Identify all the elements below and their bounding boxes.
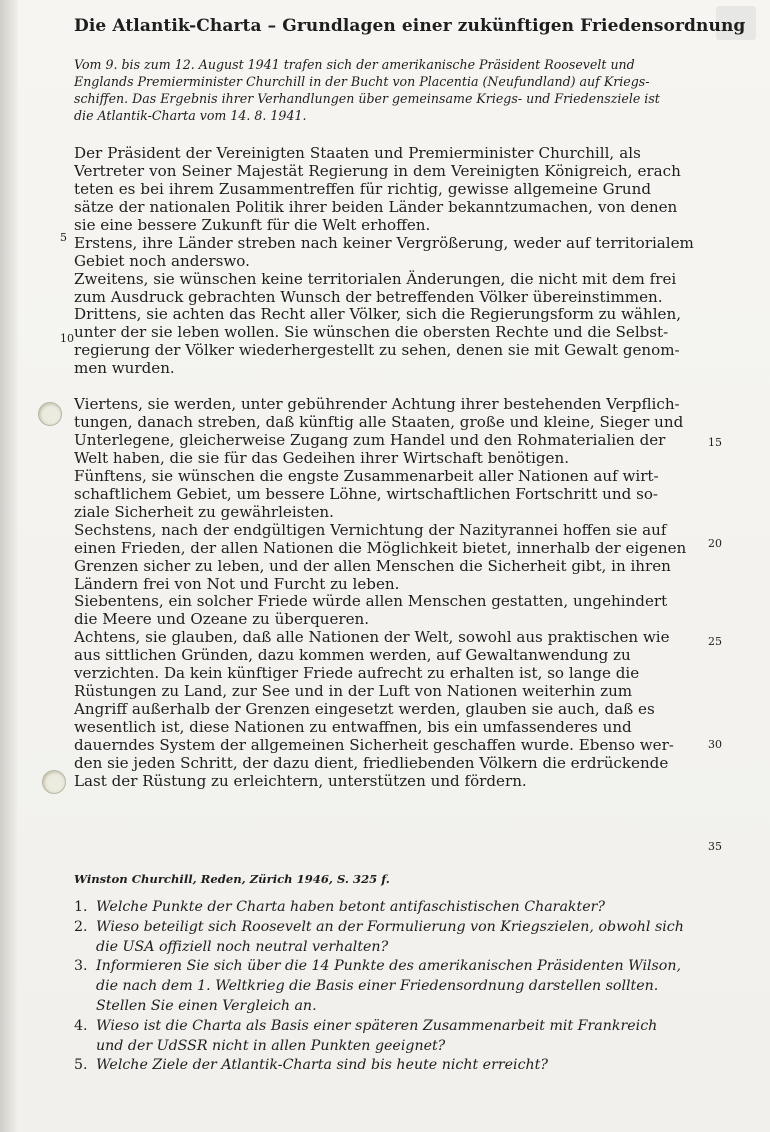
text-line: men wurden. <box>74 359 175 378</box>
text-line: Unterlegene, gleicherweise Zugang zum Handel und den Rohmaterialien der <box>74 431 666 449</box>
text-line: sätze der nationalen Politik ihrer beiden Länder bekanntzumachen, von denen <box>74 197 678 216</box>
text-line: Vertreter von Seiner Majestät Regierung in dem Vereinigten Königreich, erach <box>74 161 681 180</box>
question-text: die nach dem 1. Weltkrieg die Basis einer Friedensordnung darstellen sollten. <box>96 978 659 995</box>
text-line: einen Frieden, der allen Nationen die Möglichkeit bietet, innerhalb der eigenen <box>74 538 687 557</box>
text-line: tungen, danach streben, daß künftig alle Staaten, große und kleine, Sieger und <box>74 413 684 432</box>
text-line: Achtens, sie glauben, daß alle Nationen der Welt, sowohl aus praktischen wie <box>74 628 670 647</box>
text-line: Rüstungen zu Land, zur See und in der Luft von Nationen weiterhin zum <box>74 682 633 701</box>
text-line: Sechstens, nach der endgültigen Vernichtung der Nazityrannei hoffen sie auf <box>74 520 667 539</box>
intro-line: schiffen. Das Ergebnis ihrer Verhandlungen über gemeinsame Kriegs- und Friedensziele ist <box>74 91 660 106</box>
intro-paragraph <box>74 56 660 124</box>
question-number: 4. <box>74 1017 88 1034</box>
text-line: dauerndes System der allgemeinen Sicherheit geschaffen wurde. Ebenso wer- <box>74 735 674 754</box>
line-number-25: 25 <box>708 635 722 648</box>
question-item <box>74 898 684 918</box>
document-title: Die Atlantik-Charta – Grundlagen einer zukünftigen Friedensordnung <box>74 16 746 36</box>
text-line: schaftlichem Gebiet, um bessere Löhne, wirtschaftlichen Fortschritt und so- <box>74 484 659 503</box>
text-line: teten es bei ihrem Zusammentreffen für richtig, gewisse allgemeine Grund <box>74 179 652 198</box>
text-line: Angriff außerhalb der Grenzen eingesetzt werden, glauben sie auch, daß es <box>74 700 655 719</box>
line-number-15: 15 <box>708 436 722 449</box>
text-line: den sie jeden Schritt, der dazu dient, friedliebenden Völkern die erdrückende <box>74 753 669 772</box>
text-line <box>74 378 694 396</box>
text-line: Last der Rüstung zu erleichtern, unterstützen und fördern. <box>74 771 527 790</box>
question-text: Wieso beteiligt sich Roosevelt an der Formulierung von Kriegszielen, obwohl sich <box>96 918 684 935</box>
text-line: Gebiet noch anderswo. <box>74 251 250 270</box>
text-line: Viertens, sie werden, unter gebührender Achtung ihrer bestehenden Verpflich- <box>74 395 680 414</box>
intro-line: die Atlantik-Charta vom 14. 8. 1941. <box>74 108 307 123</box>
question-text: die USA offiziell noch neutral verhalten? <box>96 938 389 955</box>
punch-hole <box>42 770 66 794</box>
question-text: und der UdSSR nicht in allen Punkten geeignet? <box>96 1037 446 1054</box>
question-number: 1. <box>74 899 88 915</box>
text-line: Ländern frei von Not und Furcht zu leben. <box>74 574 400 593</box>
line-number-30: 30 <box>708 738 722 751</box>
page-shadow-edge <box>0 0 18 1132</box>
intro-line: Englands Premierminister Churchill in der Bucht von Placentia (Neufundland) auf Kriegs- <box>74 74 650 89</box>
text-line: Der Präsident der Vereinigten Staaten und Premierminister Churchill, als <box>74 144 641 162</box>
question-item <box>74 1017 684 1057</box>
text-line: zum Ausdruck gebrachten Wunsch der betreffenden Völker übereinstimmen. <box>74 287 663 306</box>
text-line: Zweitens, sie wünschen keine territorialen Änderungen, die nicht mit dem frei <box>74 269 677 288</box>
question-text: Welche Ziele der Atlantik-Charta sind bis heute nicht erreicht? <box>96 1057 548 1074</box>
question-number: 5. <box>74 1057 88 1074</box>
text-line: Drittens, sie achten das Recht aller Völker, sich die Regierungsform zu wählen, <box>74 305 681 324</box>
text-line: regierung der Völker wiederhergestellt zu sehen, denen sie mit Gewalt genom- <box>74 341 680 360</box>
question-item <box>74 918 684 958</box>
intro-line: Vom 9. bis zum 12. August 1941 trafen sich der amerikanische Präsident Roosevelt und <box>74 57 635 72</box>
text-line: Siebentens, ein solcher Friede würde allen Menschen gestatten, ungehindert <box>74 592 668 611</box>
text-line: unter der sie leben wollen. Sie wünschen die obersten Rechte und die Selbst- <box>74 323 669 342</box>
line-number-5: 5 <box>60 231 67 244</box>
question-text: Welche Punkte der Charta haben betont antifaschistischen Charakter? <box>96 899 605 915</box>
punch-hole <box>38 402 62 426</box>
text-line: Erstens, ihre Länder streben nach keiner Vergrößerung, weder auf territorialem <box>74 233 694 252</box>
line-number-35: 35 <box>708 840 722 853</box>
question-text: Stellen Sie einen Vergleich an. <box>96 997 317 1014</box>
text-line: Grenzen sicher zu leben, und der allen Menschen die Sicherheit gibt, in ihren <box>74 556 671 575</box>
text-line: wesentlich ist, diese Nationen zu entwaffnen, bis ein umfassenderes und <box>74 718 632 736</box>
source-citation: Winston Churchill, Reden, Zürich 1946, S. 325 f. <box>74 872 390 886</box>
line-number-20: 20 <box>708 537 722 550</box>
question-text: Wieso ist die Charta als Basis einer späteren Zusammenarbeit mit Frankreich <box>96 1017 658 1034</box>
text-line: aus sittlichen Gründen, dazu kommen werden, auf Gewaltanwendung zu <box>74 646 631 665</box>
question-number: 2. <box>74 918 88 935</box>
questions-list <box>74 898 684 1076</box>
text-line: Welt haben, die sie für das Gedeihen ihrer Wirtschaft benötigen. <box>74 448 570 467</box>
text-line: ziale Sicherheit zu gewährleisten. <box>74 502 334 521</box>
text-line: Fünftens, sie wünschen die engste Zusammenarbeit aller Nationen auf wirt- <box>74 466 659 485</box>
line-number-10: 10 <box>60 332 74 345</box>
question-text: Informieren Sie sich über die 14 Punkte des amerikanischen Präsidenten Wilson, <box>96 958 681 975</box>
charter-text <box>74 145 694 791</box>
question-number: 3. <box>74 958 88 975</box>
text-line: die Meere und Ozeane zu überqueren. <box>74 610 370 629</box>
question-item <box>74 957 684 1016</box>
text-line: sie eine bessere Zukunft für die Welt erhoffen. <box>74 215 431 234</box>
text-line: verzichten. Da kein künftiger Friede aufrecht zu erhalten ist, so lange die <box>74 664 640 683</box>
question-item <box>74 1056 684 1076</box>
